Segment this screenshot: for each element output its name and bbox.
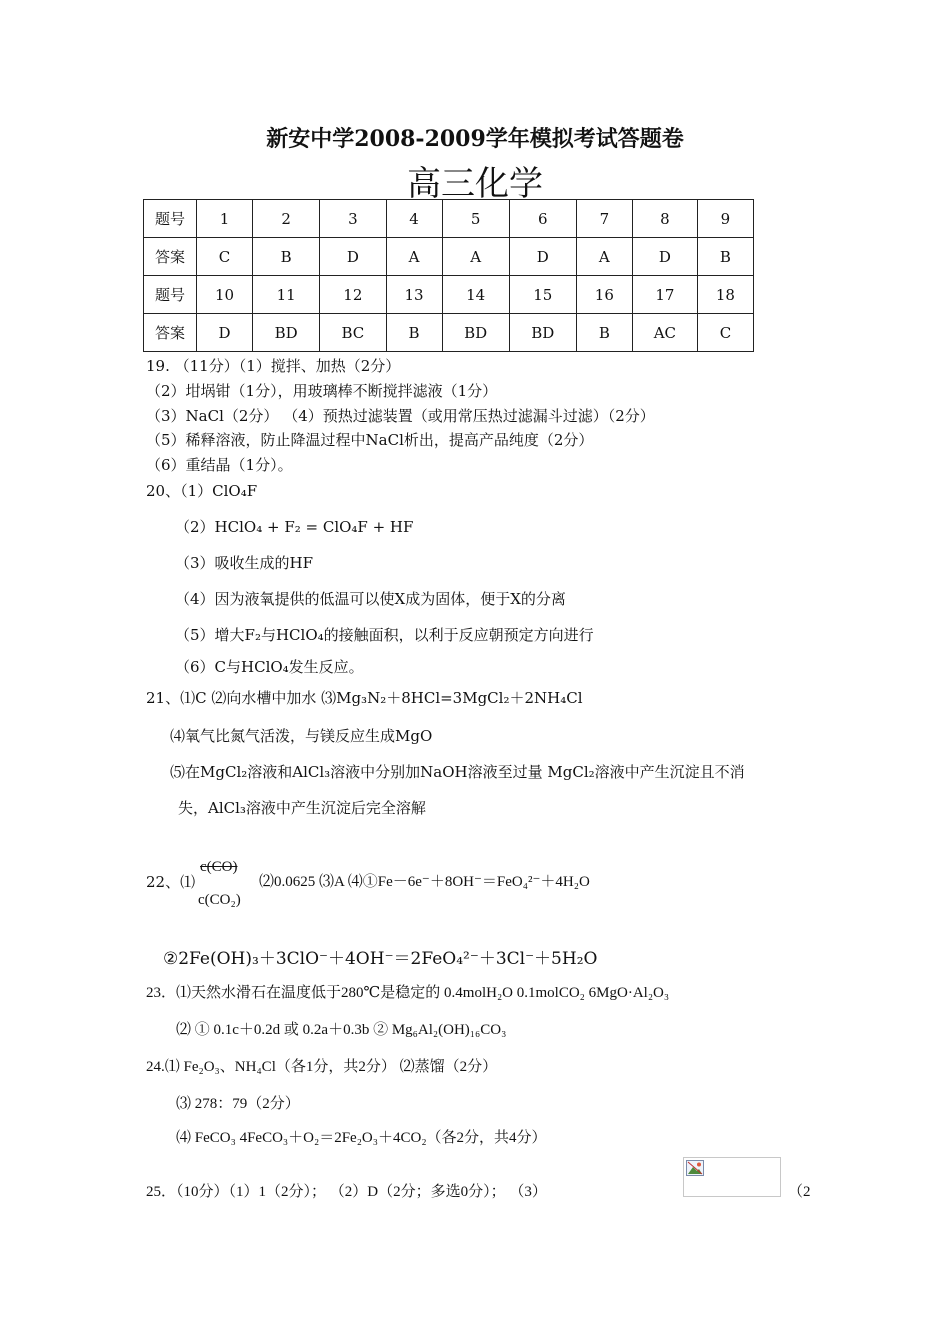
answer-table-cell: C [197,238,253,276]
broken-image-icon [686,1160,704,1176]
answer-table-row-header: 题号 [144,200,197,238]
q20-line-4: （4）因为液氧提供的低温可以使X成为固体，便于X的分离 [175,590,566,608]
answer-table-row-header: 答案 [144,314,197,352]
q24-line-3: ⑷ FeCO₃ 4FeCO₃＋O₂＝2Fe₂O₃＋4CO₂（各2分，共4分） [176,1130,547,1146]
q25-line-1: 25．（10分）（1）1（2分）； （2）D（2分；多选0分）； （3） [146,1184,547,1200]
q21-line-1: 21、⑴C ⑵向水槽中加水 ⑶Mg₃N₂＋8HCl=3MgCl₂＋2NH₄Cl [146,689,583,707]
answer-table-cell: 8 [632,200,697,238]
q20-line-6: （6）C与HClO₄发生反应。 [175,658,364,676]
q24-line-2: ⑶ 278：79（2分） [176,1096,300,1112]
answer-table-cell: D [509,238,576,276]
answer-table-cell: 15 [509,276,576,314]
q19-line-3: （3）NaCl（2分） （4）预热过滤装置（或用常压热过滤漏斗过滤）（2分） [146,407,655,425]
answer-table-cell: D [197,314,253,352]
answer-table-cell: B [576,314,632,352]
q19-line-4: （5）稀释溶液，防止降温过程中NaCl析出，提高产品纯度（2分） [146,431,594,449]
q20-line-1: 20、（1）ClO₄F [146,482,258,500]
answer-table-cell: 7 [576,200,632,238]
answer-table-cell: A [386,238,442,276]
q19-line-5: （6）重结晶（1分）。 [146,456,293,474]
page-title: 新安中学2008-2009学年模拟考试答题卷 [266,126,684,152]
answer-table-cell: 12 [320,276,386,314]
answer-table-cell: 17 [632,276,697,314]
q22-line-2: ②2Fe(OH)₃＋3ClO⁻＋4OH⁻＝2FeO₄²⁻＋3Cl⁻＋5H₂O [163,949,598,969]
q19-line-2: （2）坩埚钳（1分），用玻璃棒不断搅拌滤液（1分） [146,382,498,400]
q22-fraction-numerator: c(CO) [200,859,238,875]
answer-table-cell: C [697,314,753,352]
answer-table-cell: 18 [697,276,753,314]
answer-table-cell: D [320,238,386,276]
answer-table-cell: 11 [253,276,320,314]
answer-table-cell: 1 [197,200,253,238]
answer-table-cell: B [386,314,442,352]
answer-table-cell: BD [442,314,509,352]
q20-line-2: （2）HClO₄ + F₂ = ClO₄F + HF [175,518,414,536]
answer-table-cell: 3 [320,200,386,238]
q22-fraction-denominator: c(CO₂) [198,892,241,908]
q25-tail: （2 [788,1184,811,1200]
q22-prefix: 22、⑴ [146,873,196,891]
answer-table-cell: 16 [576,276,632,314]
q20-line-5: （5）增大F₂与HClO₄的接触面积，以利于反应朝预定方向进行 [175,626,594,644]
q20-line-3: （3）吸收生成的HF [175,554,314,572]
answer-table-cell: B [697,238,753,276]
answer-table-cell: D [632,238,697,276]
answer-table [143,199,754,352]
answer-table-cell: 5 [442,200,509,238]
q23-line-2: ⑵ ① 0.1c＋0.2d 或 0.2a＋0.3b ② Mg₆Al₂(OH)₁₆CO₃ [176,1022,507,1038]
page-subtitle: 高三化学 [407,164,543,204]
answer-table-cell: AC [632,314,697,352]
answer-table-cell: 2 [253,200,320,238]
answer-table-cell: A [442,238,509,276]
answer-table-cell: 10 [197,276,253,314]
answer-table-cell: 9 [697,200,753,238]
q21-line-3: ⑸在MgCl₂溶液和AlCl₃溶液中分别加NaOH溶液至过量 MgCl₂溶液中产生沉淀且不消 [170,763,745,781]
answer-table-row-header: 题号 [144,276,197,314]
answer-table-cell: B [253,238,320,276]
answer-table-row-header: 答案 [144,238,197,276]
q23-line-1: 23．⑴天然水滑石在温度低于280℃是稳定的 0.4molH₂O 0.1molCO₂ 6MgO·Al₂O₃ [146,985,670,1001]
answer-table-row [144,238,754,276]
q22-rest: ⑵0.0625 ⑶A ⑷①Fe－6e⁻＋8OH⁻＝FeO₄²⁻＋4H₂O [259,874,590,890]
answer-table-cell: 4 [386,200,442,238]
answer-table-cell: A [576,238,632,276]
answer-table-row [144,276,754,314]
q24-line-1: 24.⑴ Fe₂O₃、NH₄Cl（各1分，共2分） ⑵蒸馏（2分） [146,1059,498,1075]
answer-table-cell: 14 [442,276,509,314]
q21-line-2: ⑷氧气比氮气活泼，与镁反应生成MgO [170,727,433,745]
answer-table-cell: BD [253,314,320,352]
answer-table-cell: 6 [509,200,576,238]
answer-table-row [144,200,754,238]
answer-table-cell: BC [320,314,386,352]
q19-line-1: 19. （11分）（1）搅拌、加热（2分） [146,357,401,375]
answer-table-cell: BD [509,314,576,352]
answer-table-row [144,314,754,352]
missing-image-placeholder [683,1157,781,1197]
q21-line-4: 失，AlCl₃溶液中产生沉淀后完全溶解 [178,799,426,817]
answer-table-cell: 13 [386,276,442,314]
